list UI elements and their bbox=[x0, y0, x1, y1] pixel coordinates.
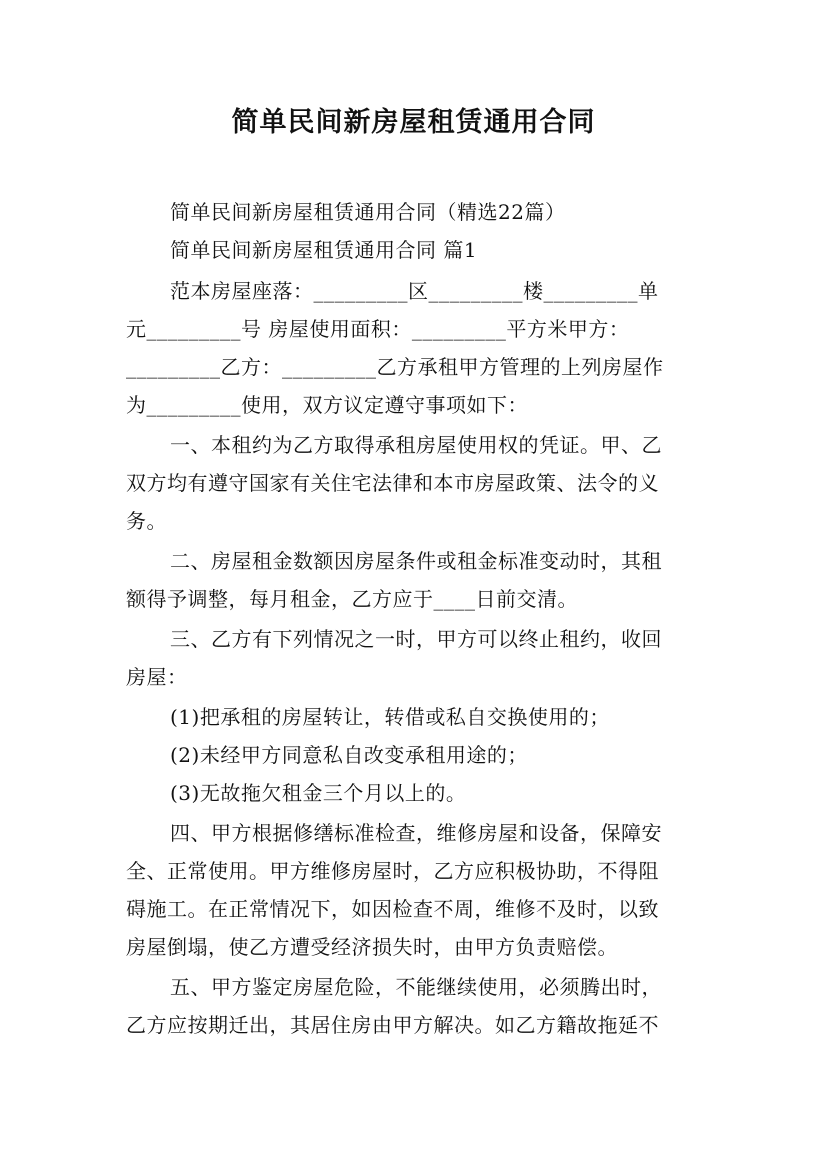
document-title: 简单民间新房屋租赁通用合同 bbox=[231, 107, 596, 138]
paragraph-line: 双方均有遵守国家有关住宅法律和本市房屋政策、法令的义 bbox=[126, 471, 659, 495]
paragraph-line: 全、正常使用。甲方维修房屋时，乙方应积极协助，不得阻 bbox=[126, 859, 659, 883]
paragraph-line: 四、甲方根据修缮标准检查，维修房屋和设备，保障安 bbox=[170, 821, 662, 845]
list-item: (3)无故拖欠租金三个月以上的。 bbox=[170, 781, 467, 805]
paragraph-line: 简单民间新房屋租赁通用合同（精选22篇） bbox=[170, 200, 566, 224]
paragraph-line: 二、房屋租金数额因房屋条件或租金标准变动时，其租 bbox=[170, 549, 662, 573]
paragraph-line: 元_________号 房屋使用面积：_________平方米甲方： bbox=[126, 317, 630, 341]
paragraph-line: 乙方应按期迁出，其居住房由甲方解决。如乙方籍故拖延不 bbox=[126, 1013, 659, 1037]
paragraph-line: 务。 bbox=[126, 509, 167, 533]
paragraph-line: 一、本租约为乙方取得承租房屋使用权的凭证。甲、乙 bbox=[170, 433, 662, 457]
list-item: (1)把承租的房屋转让，转借或私自交换使用的； bbox=[170, 705, 610, 729]
paragraph-line: 额得予调整，每月租金，乙方应于____日前交清。 bbox=[126, 587, 578, 611]
paragraph-line: 范本房屋座落：_________区_________楼_________单 bbox=[170, 279, 659, 303]
paragraph-line: 简单民间新房屋租赁通用合同 篇1 bbox=[170, 238, 478, 262]
paragraph-line: 碍施工。在正常情况下，如因检查不周，维修不及时，以致 bbox=[126, 897, 659, 921]
list-item: (2)未经甲方同意私自改变承租用途的； bbox=[170, 743, 528, 767]
paragraph-line: 为_________使用，双方议定遵守事项如下： bbox=[126, 393, 528, 417]
paragraph-line: 房屋倒塌，使乙方遭受经济损失时，由甲方负责赔偿。 bbox=[126, 935, 618, 959]
paragraph-line: 五、甲方鉴定房屋危险，不能继续使用，必须腾出时， bbox=[170, 975, 662, 999]
paragraph-line: 房屋： bbox=[126, 665, 188, 689]
paragraph-line: 三、乙方有下列情况之一时，甲方可以终止租约，收回 bbox=[170, 627, 662, 651]
paragraph-line: _________乙方：_________乙方承租甲方管理的上列房屋作 bbox=[126, 355, 664, 379]
